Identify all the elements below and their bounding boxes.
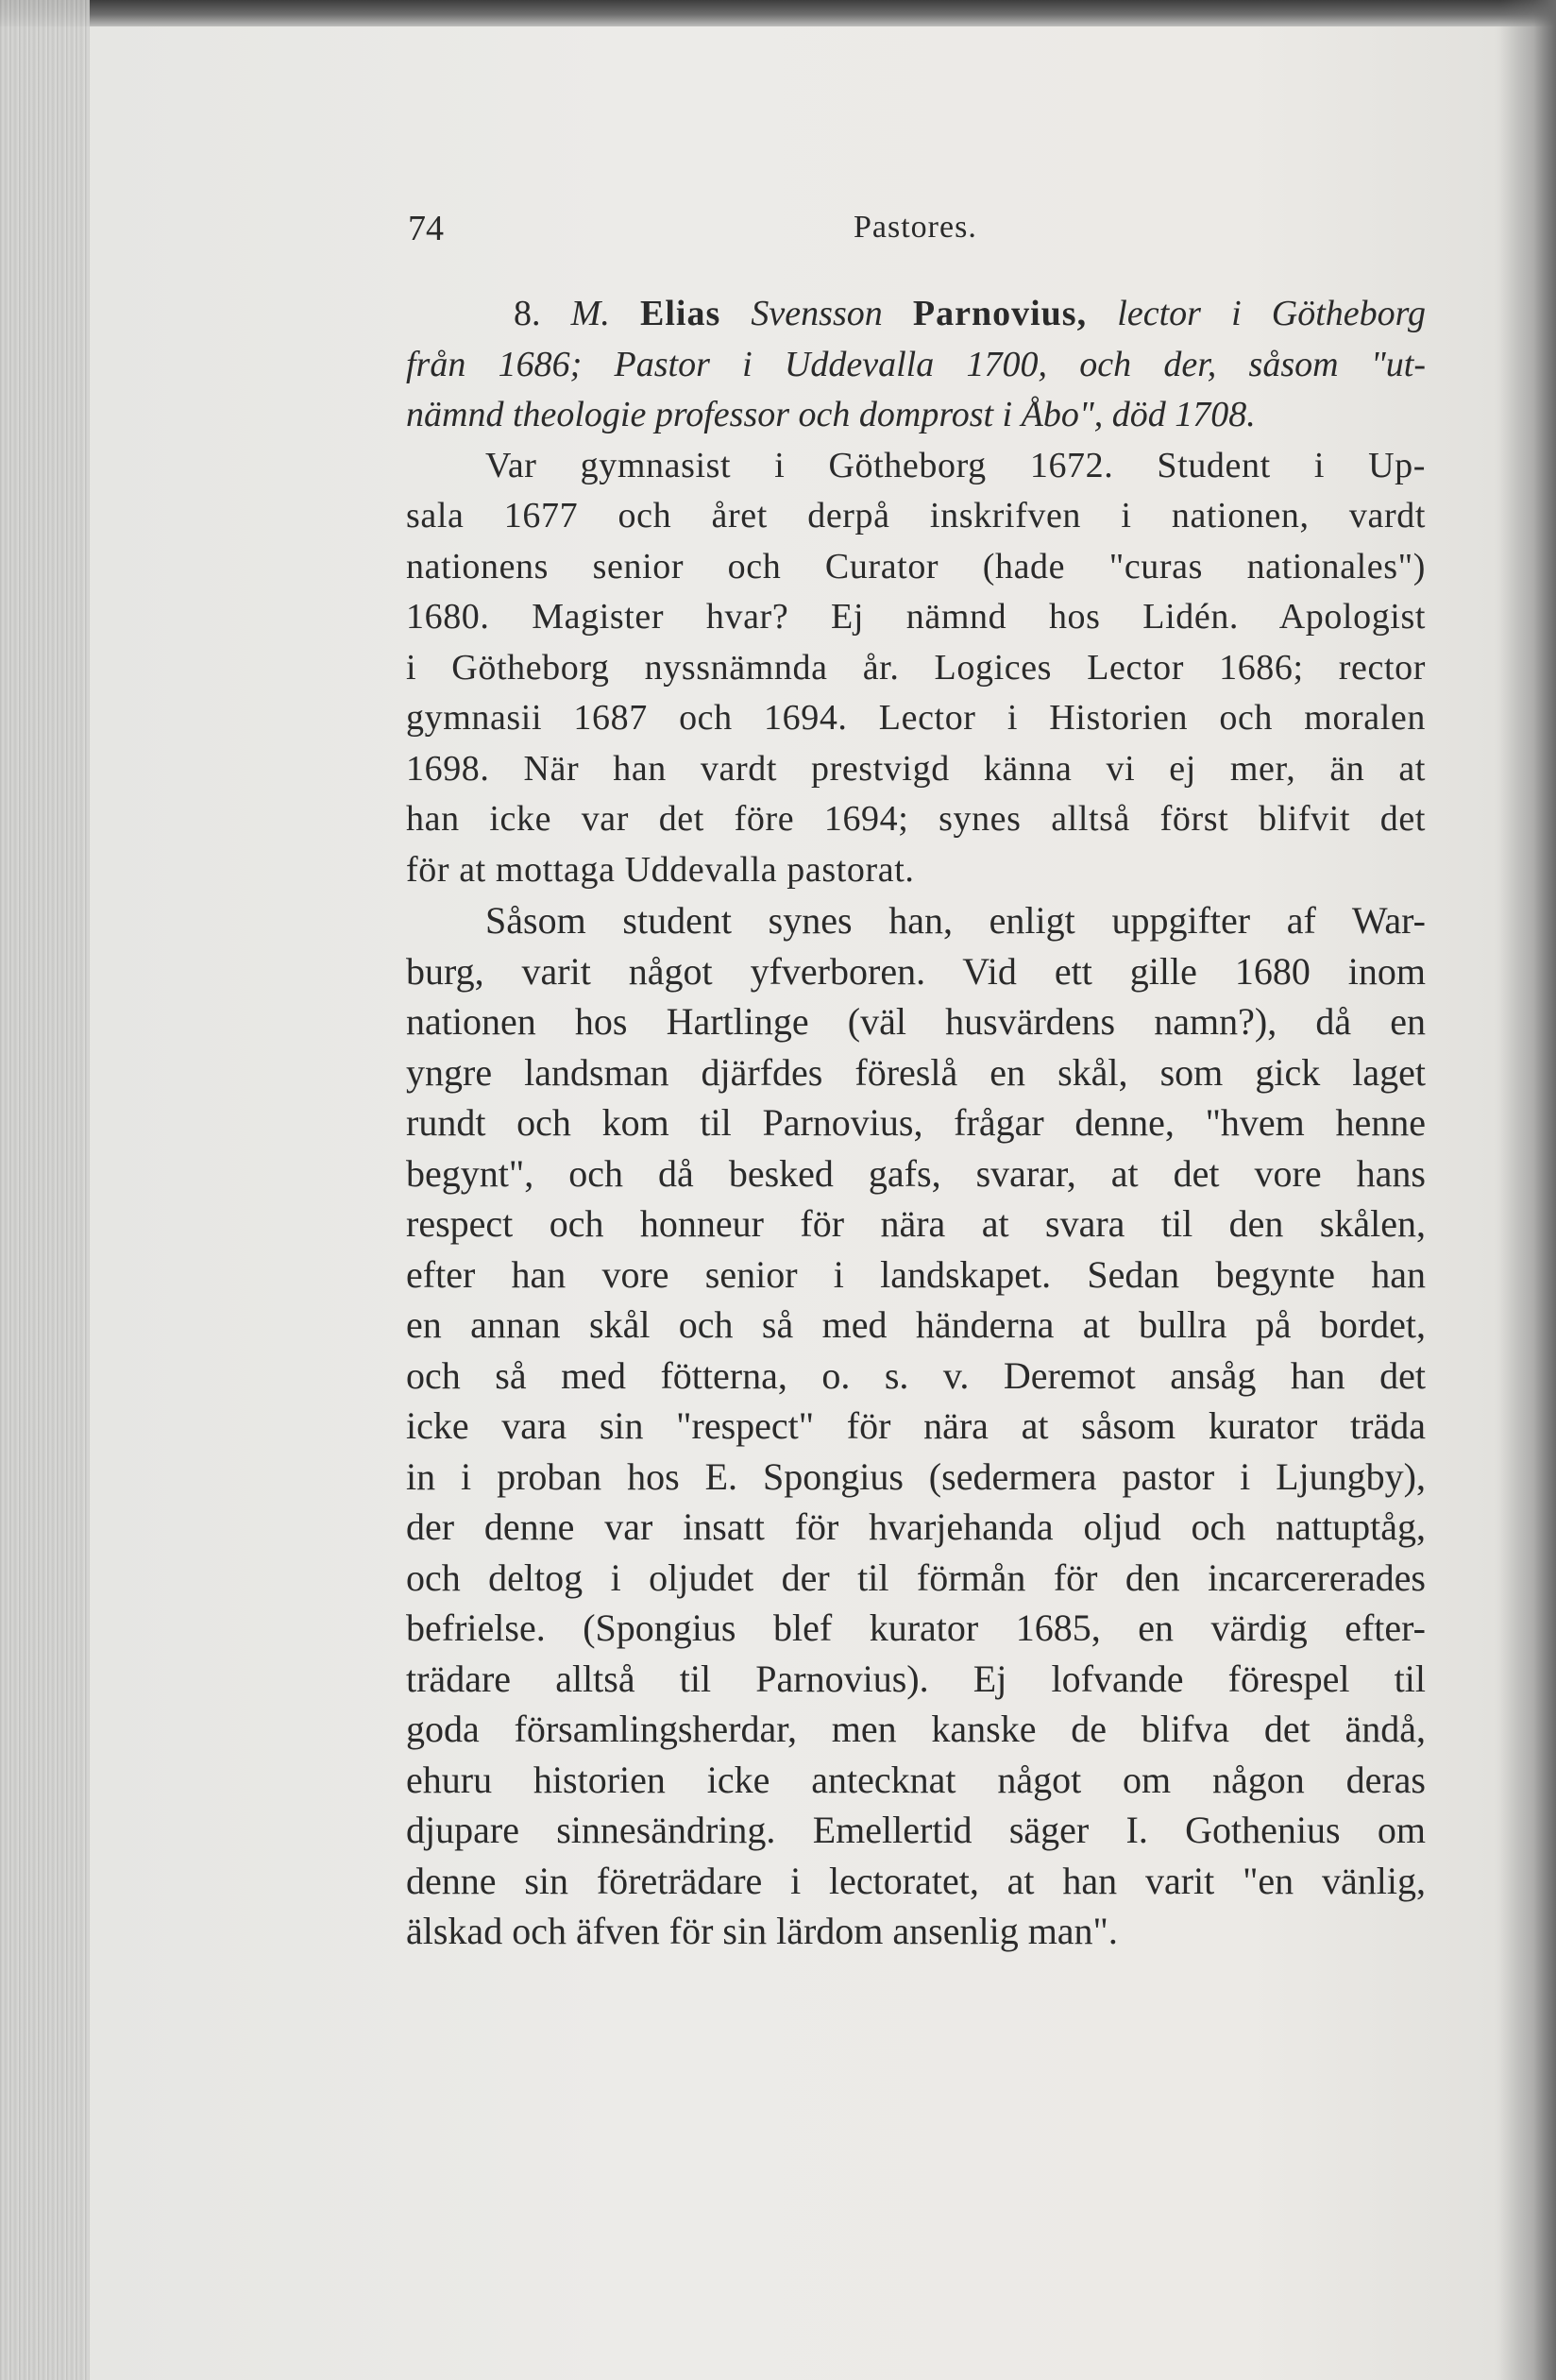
book-gutter xyxy=(0,0,90,2380)
text-line: respect och honneur för nära at svara til den skålen, xyxy=(406,1202,1426,1245)
text-line: djupare sinnesändring. Emellertid säger I. Gothenius om xyxy=(406,1809,1426,1851)
text-line: befrielse. (Spongius blef kurator 1685, en värdig efter- xyxy=(406,1606,1426,1649)
text-line: gymnasii 1687 och 1694. Lector i Historien och moralen xyxy=(406,698,1426,738)
text-line: han icke var det före 1694; synes alltså först blifvit det xyxy=(406,799,1426,839)
text-line: icke vara sin "respect" för nära at såsom kurator träda xyxy=(406,1404,1426,1447)
entry-heading xyxy=(406,289,1426,441)
text-line: 1698. När han vardt prestvigd känna vi ej mer, än at xyxy=(406,748,1426,789)
page-body xyxy=(406,189,1426,1957)
text-line: in i proban hos E. Spongius (sedermera pastor i Ljungby), xyxy=(406,1454,1426,1498)
text-line: denne sin företrädare i lectoratet, at han varit "en vänlig, xyxy=(406,1859,1426,1902)
text-line: der denne var insatt för hvarjehanda oljud och nattuptåg, xyxy=(406,1505,1426,1548)
text-line: trädare alltså til Parnovius). Ej lofvande förespel til xyxy=(406,1657,1426,1700)
text-line: en annan skål och så med händerna at bullra på bordet, xyxy=(406,1303,1426,1346)
entry-initial: M. xyxy=(570,294,610,333)
text-line: 1680. Magister hvar? Ej nämnd hos Lidén. Apologist xyxy=(406,597,1426,637)
text-line: för at mottaga Uddevalla pastorat. xyxy=(406,849,915,890)
entry-name: Elias xyxy=(640,294,721,333)
text-line: och så med fötterna, o. s. v. Deremot ansåg han det xyxy=(406,1353,1426,1397)
entry-title-line: lector i Götheborg xyxy=(1117,294,1427,333)
text-line: begynt", och då besked gafs, svarar, at det vore hans xyxy=(406,1151,1426,1195)
text-line: nationen hos Hartlinge (väl husvärdens namn?), då en xyxy=(406,1000,1426,1043)
text-line: sala 1677 och året derpå inskrifven i nationen, vardt xyxy=(406,496,1426,536)
paragraph-anecdote xyxy=(406,895,1426,1957)
entry-title-line: från 1686; Pastor i Uddevalla 1700, och der, såsom "ut- xyxy=(406,344,1426,384)
text-line: och deltog i oljudet der til förmån för den incarcererades xyxy=(406,1556,1426,1599)
text-line: ehuru historien icke antecknat något om någon deras xyxy=(406,1758,1426,1801)
page-number: 74 xyxy=(408,209,444,248)
text-line: Såsom student synes han, enligt uppgifter af War- xyxy=(485,899,1426,942)
entry-surname: Parnovius, xyxy=(912,294,1088,333)
text-line: Var gymnasist i Götheborg 1672. Student i Up- xyxy=(485,445,1426,485)
entry-number: 8. xyxy=(514,294,541,333)
scan-top-edge xyxy=(0,0,1556,26)
text-line: nationens senior och Curator (hade "curas nationales") xyxy=(406,546,1426,586)
page-header xyxy=(406,189,1426,246)
text-line: älskad och äfven för sin lärdom ansenlig man". xyxy=(406,1910,1118,1952)
text-line: i Götheborg nyssnämnda år. Logices Lector 1686; rector xyxy=(406,647,1426,688)
text-line: yngre landsman djärfdes föreslå en skål, som gick laget xyxy=(406,1050,1426,1094)
page-edge-shadow xyxy=(1499,0,1556,2380)
text-line: efter han vore senior i landskapet. Sedan begynte han xyxy=(406,1252,1426,1296)
running-head: Pastores. xyxy=(854,210,977,245)
entry-patronymic: Svensson xyxy=(751,294,883,333)
entry-title-line: nämnd theologie professor och domprost i Åbo", död 1708. xyxy=(406,395,1256,434)
text-line: goda församlingsherdar, men kanske de blifva det ändå, xyxy=(406,1708,1426,1750)
paragraph-career xyxy=(406,441,1426,896)
text-line: rundt och kom til Parnovius, frågar denne, "hvem henne xyxy=(406,1101,1426,1144)
text-line: burg, varit något yfverboren. Vid ett gille 1680 inom xyxy=(406,949,1426,993)
